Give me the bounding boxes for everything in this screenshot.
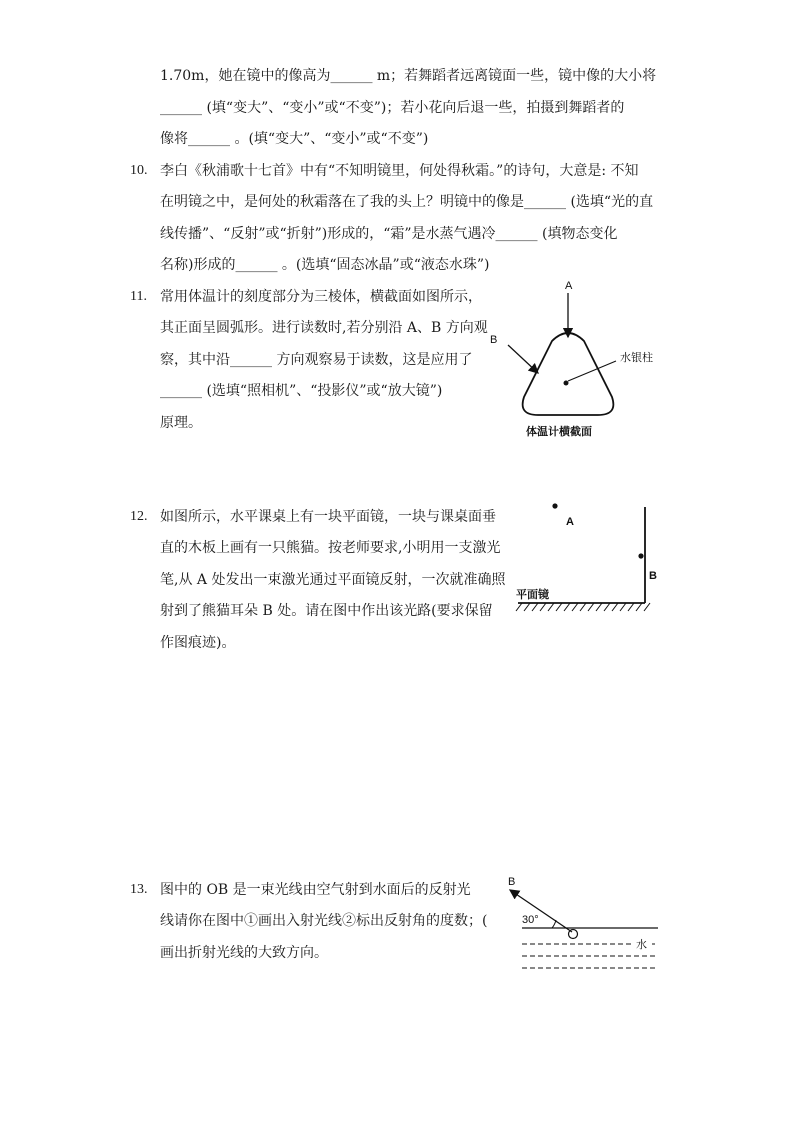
mirror-hatching (516, 603, 650, 611)
q9-line-2: ______ (填“变大”、“变小”或“不变”)；若小花向后退一些，拍摄到舞蹈者的 (160, 100, 625, 116)
reflected-ray-ob (510, 890, 572, 932)
q10-line-4: 名称)形成的______ 。(选填“固态冰晶”或“液态水珠”) (160, 257, 490, 273)
q11-line-5: 原理。 (160, 415, 202, 431)
q13-number: 13. (130, 882, 148, 897)
point-a (552, 503, 557, 508)
q12-line-1: 如图所示，水平课桌上有一块平面镜，一块与课桌面垂 (160, 509, 496, 525)
q13-line-1: 图中的 OB 是一束光线由空气射到水面后的反射光 (160, 882, 471, 898)
q11-line-1: 常用体温计的刻度部分为三棱体，横截面如图所示， (160, 289, 482, 305)
arrow-b (508, 345, 538, 373)
mirror-panda-figure (510, 495, 670, 620)
figure-caption: 体温计横截面 (526, 426, 592, 438)
q10-number: 10. (130, 163, 148, 178)
label-b: B (649, 570, 657, 582)
q12-number: 12. (130, 509, 148, 524)
point-b (638, 553, 643, 558)
q12-line-4: 射到了熊猫耳朵 B 处。请在图中作出该光路(要求保留 (160, 603, 493, 619)
prism-outline (523, 333, 614, 415)
q10-line-1: 李白《秋浦歌十七首》中有“不知明镜里，何处得秋霜。”的诗句，大意是: 不知 (160, 163, 639, 179)
label-mirror: 平面镜 (516, 589, 549, 601)
label-b: B (508, 876, 516, 888)
label-a: A (565, 280, 573, 292)
q11-line-2: 其正面呈圆弧形。进行读数时,若分别沿 A、B 方向观 (160, 320, 488, 336)
q9-line-3: 像将______ 。(填“变大”、“变小”或“不变”) (160, 131, 429, 147)
angle-arc (552, 920, 556, 928)
label-water: 水 (636, 939, 647, 951)
q12-line-5: 作图痕迹)。 (160, 635, 236, 651)
q11-number: 11. (130, 289, 147, 304)
q13-line-2: 线请你在图中①画出入射光线②标出反射角的度数；( (160, 913, 488, 929)
q10-line-3: 线传播”、“反射”或“折射”)形成的，“霜”是水蒸气遇冷______ (填物态变化 (160, 226, 618, 242)
q13-line-3: 画出折射光线的大致方向。 (160, 945, 328, 961)
water-reflection-figure (480, 868, 670, 980)
mercury-dot (564, 381, 569, 386)
q10-line-2: 在明镜之中，是何处的秋霜落在了我的头上？明镜中的像是______ (选填“光的直 (160, 194, 654, 210)
thermometer-cross-section-figure (480, 275, 670, 445)
point-o (569, 930, 578, 939)
q12-line-3: 笔,从 A 处发出一束激光通过平面镜反射，一次就准确照 (160, 572, 506, 588)
q11-line-3: 察，其中沿______ 方向观察易于读数，这是应用了 (160, 352, 473, 368)
q9-line-1: 1.70m，她在镜中的像高为______ m；若舞蹈者远离镜面一些，镜中像的大小将 (160, 68, 657, 84)
label-a: A (566, 516, 574, 528)
label-angle: 30° (522, 914, 539, 926)
q11-line-4: ______ (选填“照相机”、“投影仪”或“放大镜”) (160, 383, 443, 399)
label-b: B (490, 334, 498, 346)
label-mercury: 水银柱 (620, 352, 653, 364)
mercury-pointer (568, 361, 616, 381)
q12-line-2: 直的木板上画有一只熊猫。按老师要求,小明用一支激光 (160, 540, 501, 556)
